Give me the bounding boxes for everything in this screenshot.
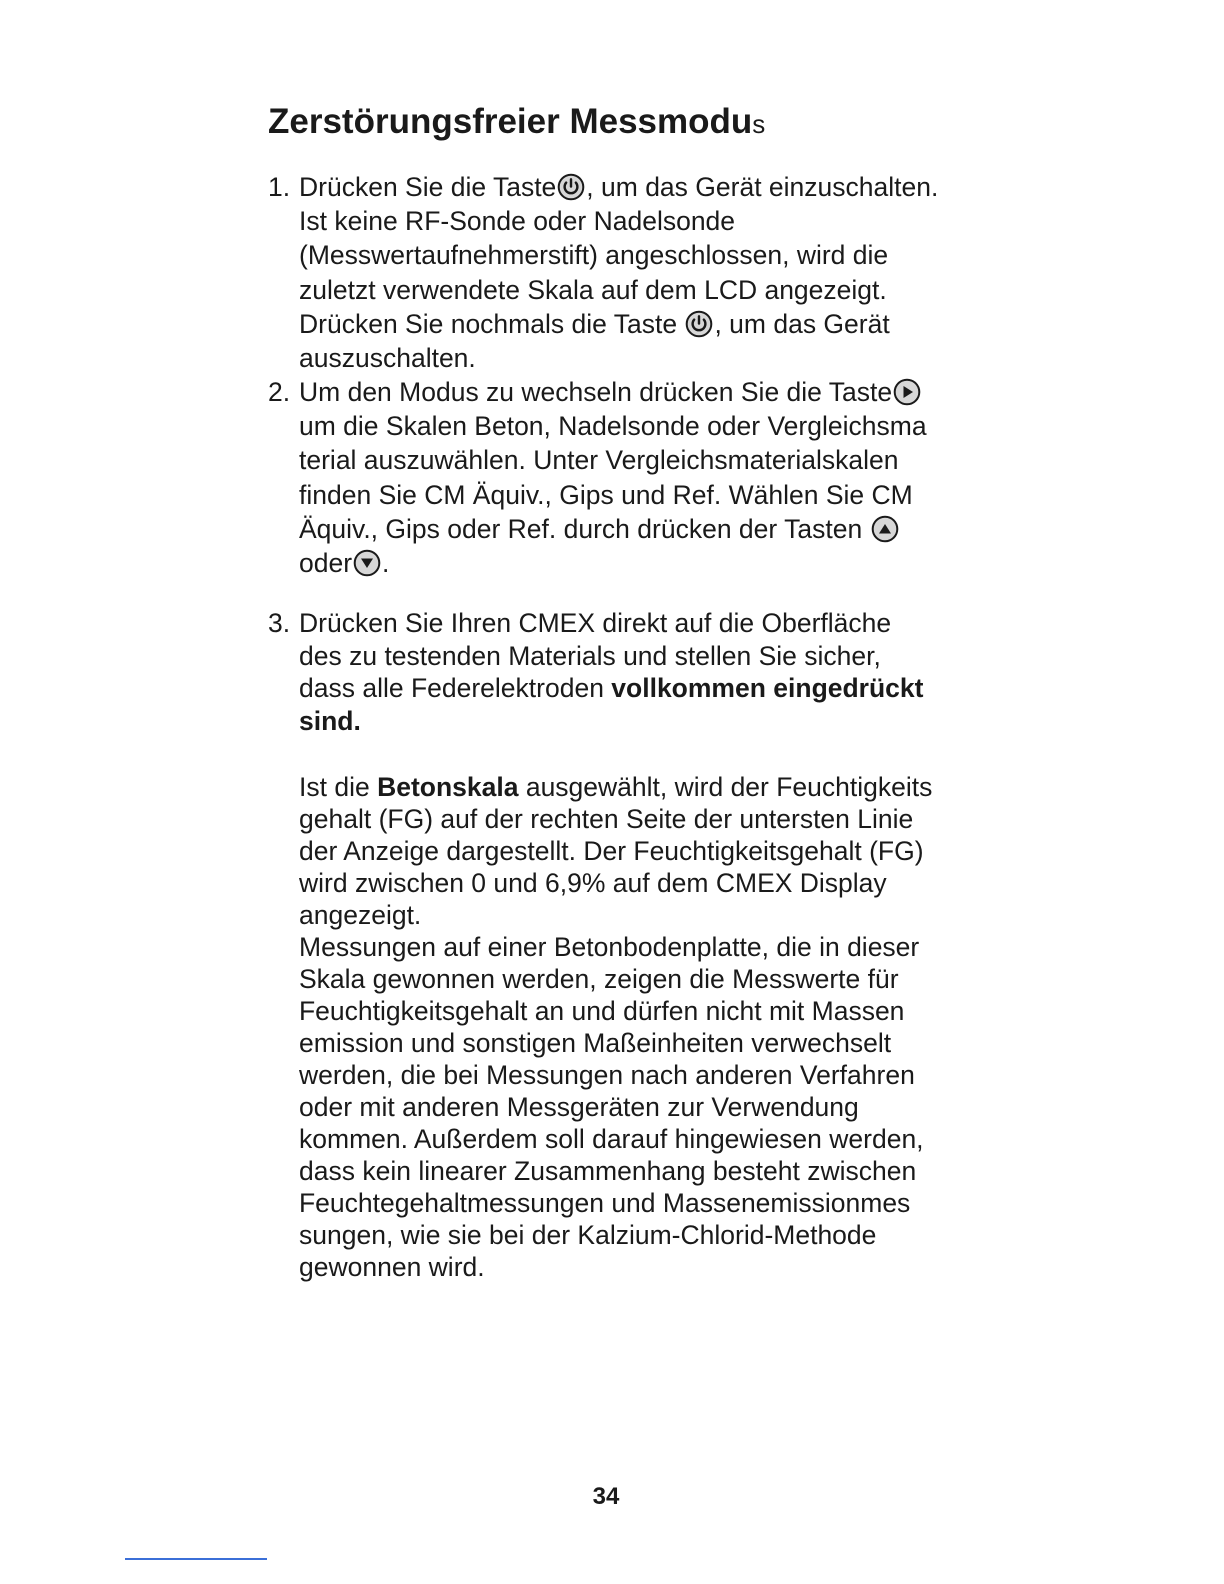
step-number: 1.: [268, 172, 291, 202]
text-run: dass alle Federelektroden: [299, 673, 612, 703]
paragraph-line: oder mit anderen Messgeräten zur Verwendung: [299, 1092, 859, 1122]
step-body: [299, 375, 988, 580]
paragraph-line: werden, die bei Messungen nach anderen Verfahren: [299, 1060, 915, 1090]
text-run: , um das Gerät: [714, 308, 890, 339]
text-run: ausgewählt, wird der Feuchtigkeits: [518, 772, 933, 802]
step-2: [268, 375, 988, 580]
step-number: 3.: [268, 608, 291, 638]
step-number: 2.: [268, 377, 291, 407]
step-line: [299, 170, 988, 204]
step-body: [299, 170, 988, 375]
paragraph-line: gewonnen wird.: [299, 1252, 485, 1282]
step-line: [299, 705, 988, 738]
step-line: [299, 375, 988, 409]
betonskala-paragraph: [299, 771, 999, 1283]
paragraph-line: dass kein linearer Zusammenhang besteht zwischen: [299, 1156, 917, 1186]
text-run: Um den Modus zu wechseln drücken Sie die Taste: [299, 377, 893, 407]
paragraph-line: wird zwischen 0 und 6,9% auf dem CMEX Display: [299, 868, 887, 898]
paragraph-line: [299, 771, 999, 803]
emphasis-text: vollkommen eingedrückt: [611, 673, 924, 703]
step-line: des zu testenden Materials und stellen Sie sicher,: [299, 640, 881, 671]
page-title-main: Zerstörungsfreier Messmodu: [268, 102, 753, 141]
text-run: oder: [299, 548, 353, 579]
paragraph-line: Feuchtigkeitsgehalt an und dürfen nicht mit Massen: [299, 996, 905, 1026]
page-title-tail: s: [752, 109, 766, 139]
step-line: Drücken Sie Ihren CMEX direkt auf die Oberfläche: [299, 608, 892, 638]
page-title: [268, 100, 765, 146]
emphasis-text: Betonskala: [377, 772, 519, 802]
step-line: terial auszuwählen. Unter Vergleichsmaterialskalen: [299, 445, 899, 476]
step-1: [268, 170, 988, 375]
footer-rule: [125, 1558, 267, 1560]
step-body: [299, 607, 988, 737]
text-run: .: [382, 548, 390, 579]
text-run: Äquiv., Gips oder Ref. durch drücken der Tasten: [299, 513, 870, 544]
step-line: zuletzt verwendete Skala auf dem LCD angezeigt.: [299, 274, 887, 305]
step-line: (Messwertaufnehmerstift) angeschlossen, wird die: [299, 240, 889, 271]
text-run: Ist die: [299, 772, 378, 802]
step-line: [299, 546, 988, 580]
text-run: , um das Gerät einzuschalten.: [586, 172, 939, 202]
paragraph-line: der Anzeige dargestellt. Der Feuchtigkeitsgehalt (FG): [299, 836, 924, 866]
paragraph-line: kommen. Außerdem soll darauf hingewiesen werden,: [299, 1124, 924, 1154]
paragraph-line: angezeigt.: [299, 900, 422, 930]
page-number: 34: [592, 1483, 620, 1510]
down-arrow-key-icon: [353, 549, 381, 577]
text-run: Drücken Sie die Taste: [299, 172, 557, 202]
step-3: [268, 607, 988, 737]
step-line: finden Sie CM Äquiv., Gips und Ref. Wählen Sie CM: [299, 479, 913, 510]
step-line: auszuschalten.: [299, 343, 476, 374]
paragraph-line: Skala gewonnen werden, zeigen die Messwerte für: [299, 964, 899, 994]
power-key-icon: [685, 310, 713, 338]
up-arrow-key-icon: [871, 515, 899, 543]
right-arrow-key-icon: [893, 378, 921, 406]
paragraph-line: gehalt (FG) auf der rechten Seite der untersten Linie: [299, 804, 914, 834]
step-line: um die Skalen Beton, Nadelsonde oder Vergleichsma: [299, 411, 927, 442]
step-line: [299, 512, 988, 546]
power-key-icon: [557, 173, 585, 201]
paragraph-line: Messungen auf einer Betonbodenplatte, die in dieser: [299, 932, 920, 962]
emphasis-text: sind.: [299, 705, 361, 736]
paragraph-line: sungen, wie sie bei der Kalzium-Chlorid-Methode: [299, 1220, 877, 1250]
paragraph-line: emission und sonstigen Maßeinheiten verwechselt: [299, 1028, 892, 1058]
step-line: Ist keine RF-Sonde oder Nadelsonde: [299, 206, 736, 237]
paragraph-line: Feuchtegehaltmessungen und Massenemissionmes: [299, 1188, 911, 1218]
step-line: [299, 307, 988, 341]
step-line: [299, 672, 988, 705]
text-run: Drücken Sie nochmals die Taste: [299, 308, 685, 339]
